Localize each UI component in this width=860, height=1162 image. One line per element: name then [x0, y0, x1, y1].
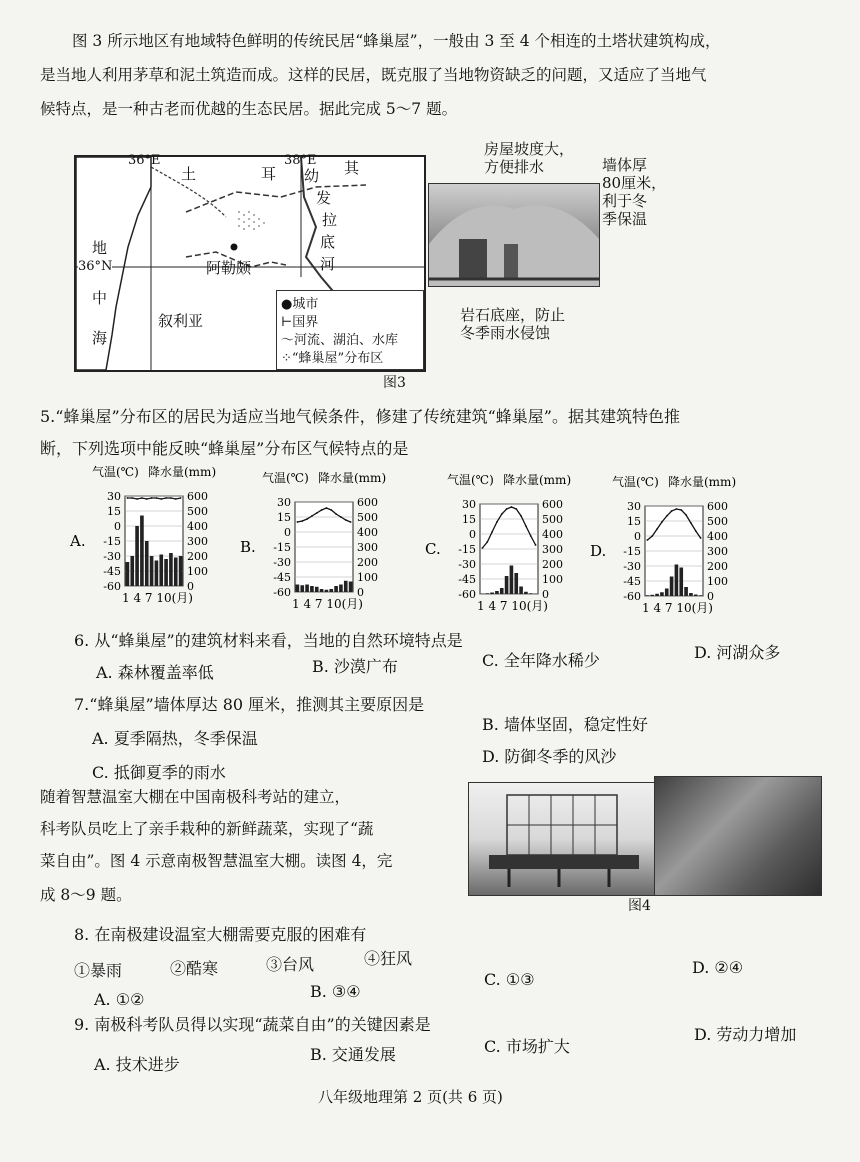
temp-tick-label: 30	[107, 490, 121, 503]
q6-option-a[interactable]: A. 森林覆盖率低	[96, 663, 214, 682]
temperature-point	[131, 497, 133, 499]
temperature-point	[156, 497, 158, 499]
precip-tick-label: 500	[707, 515, 728, 528]
q7-stem: 7.“蜂巢屋”墙体厚达 80 厘米，推测其主要原因是	[74, 695, 425, 714]
map-legend	[276, 290, 424, 370]
temp-tick-label: -30	[623, 560, 641, 573]
precip-bar	[169, 553, 173, 586]
temperature-point	[330, 509, 332, 511]
climate-chart-3	[425, 472, 595, 622]
lon-38: 38°E	[284, 153, 317, 168]
temperature-point	[165, 497, 167, 499]
figure3-caption: 图3	[383, 375, 406, 391]
q8-stem: 8. 在南极建设温室大棚需要克服的困难有	[74, 925, 367, 944]
precip-tick-label: 300	[187, 535, 208, 548]
temp-tick-label: 0	[114, 520, 121, 533]
q8-item-4: ④狂风	[364, 949, 413, 968]
temperature-point	[491, 531, 493, 533]
precip-axis-title: 降水量(mm)	[148, 465, 217, 479]
temperature-point	[676, 508, 678, 510]
border-line-icon: ⊢	[281, 315, 293, 330]
temp-tick-label: -30	[103, 550, 121, 563]
temperature-point	[700, 537, 702, 539]
temperature-point	[297, 521, 299, 523]
temperature-point	[690, 522, 692, 524]
temp-axis-title: 气温(℃)	[447, 473, 494, 487]
temperature-point	[525, 525, 527, 527]
city-aleppo-label: 阿勒颇	[206, 259, 252, 277]
temperature-point	[146, 498, 148, 500]
temp-tick-label: 30	[627, 500, 641, 513]
precip-axis-title: 降水量(mm)	[668, 475, 737, 489]
temp-tick-label: 0	[284, 526, 291, 539]
temperature-point	[306, 518, 308, 520]
temp-tick-label: 30	[277, 496, 291, 509]
dotted-area-icon: ⁘	[281, 351, 292, 366]
temperature-point	[515, 508, 517, 510]
precip-bar	[505, 576, 509, 594]
legend-border: ⊢国界	[281, 315, 319, 330]
climate-chart-2	[240, 470, 410, 620]
precip-bar	[126, 562, 130, 586]
temperature-point	[651, 535, 653, 537]
temp-tick-label: -45	[623, 575, 641, 588]
river-icon: 〜	[281, 333, 295, 348]
q5-stem-2: 断，下列选项中能反映“蜂巢屋”分布区气候特点的是	[40, 439, 409, 458]
precip-tick-label: 600	[357, 496, 378, 509]
temperature-point	[136, 498, 138, 500]
temperature-point	[647, 539, 649, 541]
river-char-1: 幼	[304, 167, 320, 185]
greenhouse-exterior-photo	[468, 782, 656, 896]
temp-tick-label: 15	[277, 511, 291, 524]
temperature-point	[175, 498, 177, 500]
precip-bar	[514, 573, 518, 594]
legend-city: ●城市	[281, 297, 319, 312]
temperature-point	[127, 497, 129, 499]
temperature-point	[340, 516, 342, 518]
precip-bar	[329, 589, 333, 592]
figure3-map	[74, 155, 426, 372]
page-footer: 八年级地理第 2 页(共 6 页)	[318, 1088, 503, 1106]
precip-bar	[694, 595, 698, 597]
precip-bar	[699, 595, 703, 596]
q9-option-a[interactable]: A. 技术进步	[94, 1055, 180, 1074]
river-char-3: 拉	[322, 211, 338, 229]
temp-axis-title: 气温(℃)	[612, 475, 659, 489]
q9-stem: 9. 南极科考队员得以实现“蔬菜自由”的关键因素是	[74, 1015, 431, 1034]
precip-bar	[684, 587, 688, 596]
temp-tick-label: 30	[462, 498, 476, 511]
precip-tick-label: 400	[187, 520, 208, 533]
hive-house-photo	[428, 183, 600, 287]
precip-bar	[300, 585, 304, 592]
q6-option-d[interactable]: D. 河湖众多	[694, 643, 781, 662]
q7-option-b[interactable]: B. 墙体坚固，稳定性好	[482, 715, 648, 734]
q6-stem: 6. 从“蜂巢屋”的建筑材料来看，当地的自然环境特点是	[74, 631, 463, 650]
precip-tick-label: 0	[187, 580, 194, 593]
precip-bar	[689, 593, 693, 596]
precip-bar	[500, 588, 504, 594]
river-char-5: 河	[320, 255, 336, 273]
precip-tick-label: 500	[357, 511, 378, 524]
sea-char-3: 海	[92, 329, 108, 347]
temperature-point	[482, 547, 484, 549]
precip-bar	[310, 586, 314, 592]
temp-tick-label: 0	[634, 530, 641, 543]
x-axis-tick-label: 1 4 7 10(月)	[292, 597, 363, 611]
precip-tick-label: 0	[542, 588, 549, 601]
aleppo-city-dot	[231, 244, 238, 251]
hive-house-drawing	[429, 184, 599, 286]
lon-36: 36°E	[128, 153, 161, 168]
precip-bar	[140, 516, 144, 587]
precip-tick-label: 200	[357, 556, 378, 569]
intro2-line-4: 成 8～9 题。	[40, 886, 132, 904]
precip-tick-label: 400	[707, 530, 728, 543]
temp-tick-label: -45	[458, 573, 476, 586]
temp-tick-label: -15	[273, 541, 291, 554]
precip-tick-label: 600	[707, 500, 728, 513]
temperature-point	[520, 515, 522, 517]
precip-bar	[660, 592, 664, 596]
temperature-point	[151, 497, 153, 499]
precip-bar	[675, 565, 679, 597]
q8-option-b[interactable]: B. ③④	[310, 982, 361, 1001]
turkey-char-1: 土	[181, 165, 197, 183]
temperature-point	[170, 497, 172, 499]
temperature-point	[511, 506, 513, 508]
chart-option-label: C.	[425, 540, 441, 558]
precip-bar	[495, 591, 499, 594]
precip-bar	[510, 566, 514, 595]
climate-chart-4	[590, 474, 760, 624]
temp-tick-label: -15	[103, 535, 121, 548]
precip-bar	[325, 590, 329, 592]
note-base: 岩石底座，防止 冬季雨水侵蚀	[460, 306, 566, 342]
q7-option-a[interactable]: A. 夏季隔热，冬季保温	[92, 729, 258, 748]
precip-tick-label: 600	[187, 490, 208, 503]
temperature-point	[301, 520, 303, 522]
temperature-point	[316, 512, 318, 514]
temp-axis-title: 气温(℃)	[262, 471, 309, 485]
precip-bar	[349, 582, 353, 593]
q7-option-d[interactable]: D. 防御冬季的风沙	[482, 747, 617, 766]
temperature-point	[496, 521, 498, 523]
precip-bar	[679, 568, 683, 597]
climate-charts	[70, 464, 850, 614]
precip-bar	[174, 558, 178, 587]
precip-tick-label: 600	[542, 498, 563, 511]
temp-tick-label: 15	[462, 513, 476, 526]
legend-river: 〜河流、湖泊、水库	[281, 333, 399, 348]
intro2-line-2: 科考队员吃上了亲手栽种的新鲜蔬菜，实现了“蔬	[40, 820, 374, 838]
intro-line-1: 图 3 所示地区有地域特色鲜明的传统民居“蜂巢屋”，一般由 3 至 4 个相连的土塔状建筑构成，	[72, 32, 721, 50]
precip-bar	[339, 585, 343, 593]
precip-tick-label: 400	[357, 526, 378, 539]
temperature-point	[335, 513, 337, 515]
temperature-point	[501, 513, 503, 515]
temp-tick-label: -45	[273, 571, 291, 584]
precip-tick-label: 500	[542, 513, 563, 526]
temperature-point	[680, 509, 682, 511]
precip-bar	[665, 589, 669, 597]
q8-option-c[interactable]: C. ①③	[484, 970, 535, 989]
precip-tick-label: 100	[187, 565, 208, 578]
temperature-point	[345, 519, 347, 521]
temperature-point	[661, 521, 663, 523]
q8-option-d[interactable]: D. ②④	[692, 958, 744, 977]
precip-bar	[334, 586, 338, 592]
legend-hive-area: ⁘“蜂巢屋”分布区	[281, 351, 384, 366]
precip-axis-title: 降水量(mm)	[503, 473, 572, 487]
precip-tick-label: 200	[187, 550, 208, 563]
temperature-point	[685, 514, 687, 516]
precip-bar	[159, 555, 163, 587]
chart-option-label: A.	[70, 532, 86, 550]
temp-tick-label: -30	[458, 558, 476, 571]
temperature-point	[311, 515, 313, 517]
precip-tick-label: 100	[357, 571, 378, 584]
country-syria-label: 叙利亚	[158, 312, 204, 330]
precip-tick-label: 0	[357, 586, 364, 599]
q9-option-c[interactable]: C. 市场扩大	[484, 1037, 570, 1056]
precip-bar	[655, 594, 659, 596]
x-axis-tick-label: 1 4 7 10(月)	[477, 599, 548, 613]
temp-tick-label: -15	[458, 543, 476, 556]
temp-tick-label: 15	[107, 505, 121, 518]
temp-tick-label: -15	[623, 545, 641, 558]
intro-line-3: 候特点，是一种古老而优越的生态民居。据此完成 5～7 题。	[40, 100, 458, 118]
temperature-point	[530, 535, 532, 537]
precip-axis-title: 降水量(mm)	[318, 471, 387, 485]
temp-tick-label: 15	[627, 515, 641, 528]
precip-bar	[145, 541, 149, 586]
precip-bar	[490, 593, 494, 595]
q8-item-3: ③台风	[266, 955, 315, 974]
chart-option-label: B.	[240, 538, 256, 556]
q8-item-1: ①暴雨	[74, 961, 123, 980]
note-wall: 墙体厚 80厘米， 利于冬 季保温	[602, 156, 667, 228]
sea-char-1: 地	[92, 239, 108, 257]
temperature-point	[506, 508, 508, 510]
temp-tick-label: -60	[273, 586, 291, 599]
precip-bar	[320, 589, 324, 592]
turkey-char-3: 其	[344, 159, 360, 177]
note-roof: 房屋坡度大， 方便排水	[484, 140, 575, 176]
q7-option-c[interactable]: C. 抵御夏季的雨水	[92, 763, 226, 782]
temperature-point	[321, 509, 323, 511]
precip-tick-label: 0	[707, 590, 714, 603]
precip-bar	[485, 593, 489, 594]
temperature-point	[160, 498, 162, 500]
temperature-point	[666, 515, 668, 517]
temp-tick-label: -30	[273, 556, 291, 569]
lat-36: 36°N	[78, 259, 113, 274]
temp-tick-label: -60	[458, 588, 476, 601]
temperature-point	[671, 510, 673, 512]
precip-bar	[155, 561, 159, 587]
precip-tick-label: 200	[542, 558, 563, 571]
chart-option-label: D.	[590, 542, 607, 560]
precip-bar	[179, 556, 183, 586]
precip-tick-label: 200	[707, 560, 728, 573]
precip-bar	[670, 577, 674, 597]
q9-option-b[interactable]: B. 交通发展	[310, 1045, 396, 1064]
q6-option-c[interactable]: C. 全年降水稀少	[482, 651, 600, 670]
precip-bar	[150, 556, 154, 586]
intro2-line-3: 菜自由”。图 4 示意南极智慧温室大棚。读图 4，完	[40, 852, 393, 870]
precip-tick-label: 100	[707, 575, 728, 588]
intro-line-2: 是当地人利用茅草和泥土筑造而成。这样的民居，既克服了当地物资缺乏的问题，又适应了当地气	[40, 66, 707, 84]
precip-bar	[344, 581, 348, 592]
climate-chart-1	[70, 464, 240, 614]
precip-tick-label: 400	[542, 528, 563, 541]
precip-bar	[305, 585, 309, 593]
precip-tick-label: 500	[187, 505, 208, 518]
figure4-caption: 图4	[628, 898, 651, 914]
precip-bar	[519, 587, 523, 595]
x-axis-tick-label: 1 4 7 10(月)	[642, 601, 713, 615]
river-char-2: 发	[316, 189, 332, 207]
x-axis-tick-label: 1 4 7 10(月)	[122, 591, 193, 605]
temperature-point	[695, 530, 697, 532]
precip-bar	[164, 559, 168, 586]
precip-bar	[130, 556, 134, 586]
greenhouse-structure-drawing	[469, 783, 655, 895]
sea-char-2: 中	[92, 289, 108, 307]
precip-tick-label: 100	[542, 573, 563, 586]
q8-item-2: ②酷寒	[170, 959, 219, 978]
q5-stem-1: 5.“蜂巢屋”分布区的居民为适应当地气候条件，修建了传统建筑“蜂巢屋”。据其建筑特色推	[40, 407, 680, 426]
q9-option-d[interactable]: D. 劳动力增加	[694, 1025, 797, 1044]
temp-tick-label: -60	[103, 580, 121, 593]
precip-tick-label: 300	[707, 545, 728, 558]
precip-bar	[650, 595, 654, 596]
precip-bar	[646, 595, 650, 596]
intro2-line-1: 随着智慧温室大棚在中国南极科考站的建立，	[40, 788, 351, 806]
q6-option-b[interactable]: B. 沙漠广布	[312, 657, 398, 676]
temp-axis-title: 气温(℃)	[92, 465, 139, 479]
city-dot-icon: ●	[281, 297, 293, 312]
turkey-char-2: 耳	[261, 165, 277, 183]
temp-tick-label: -45	[103, 565, 121, 578]
temperature-point	[486, 541, 488, 543]
precip-tick-label: 300	[542, 543, 563, 556]
precip-bar	[524, 592, 528, 594]
precip-bar	[529, 593, 533, 594]
river-char-4: 底	[320, 233, 336, 251]
temperature-point	[141, 497, 143, 499]
temperature-point	[180, 497, 182, 499]
precip-tick-label: 300	[357, 541, 378, 554]
temperature-point	[326, 507, 328, 509]
temperature-point	[656, 528, 658, 530]
precip-bar	[315, 587, 319, 592]
greenhouse-interior-photo	[654, 776, 822, 896]
temperature-point	[350, 521, 352, 523]
q8-option-a[interactable]: A. ①②	[94, 990, 145, 1009]
precip-bar	[135, 526, 139, 586]
temp-tick-label: -60	[623, 590, 641, 603]
temperature-point	[535, 544, 537, 546]
temp-tick-label: 0	[469, 528, 476, 541]
precip-bar	[296, 585, 300, 593]
